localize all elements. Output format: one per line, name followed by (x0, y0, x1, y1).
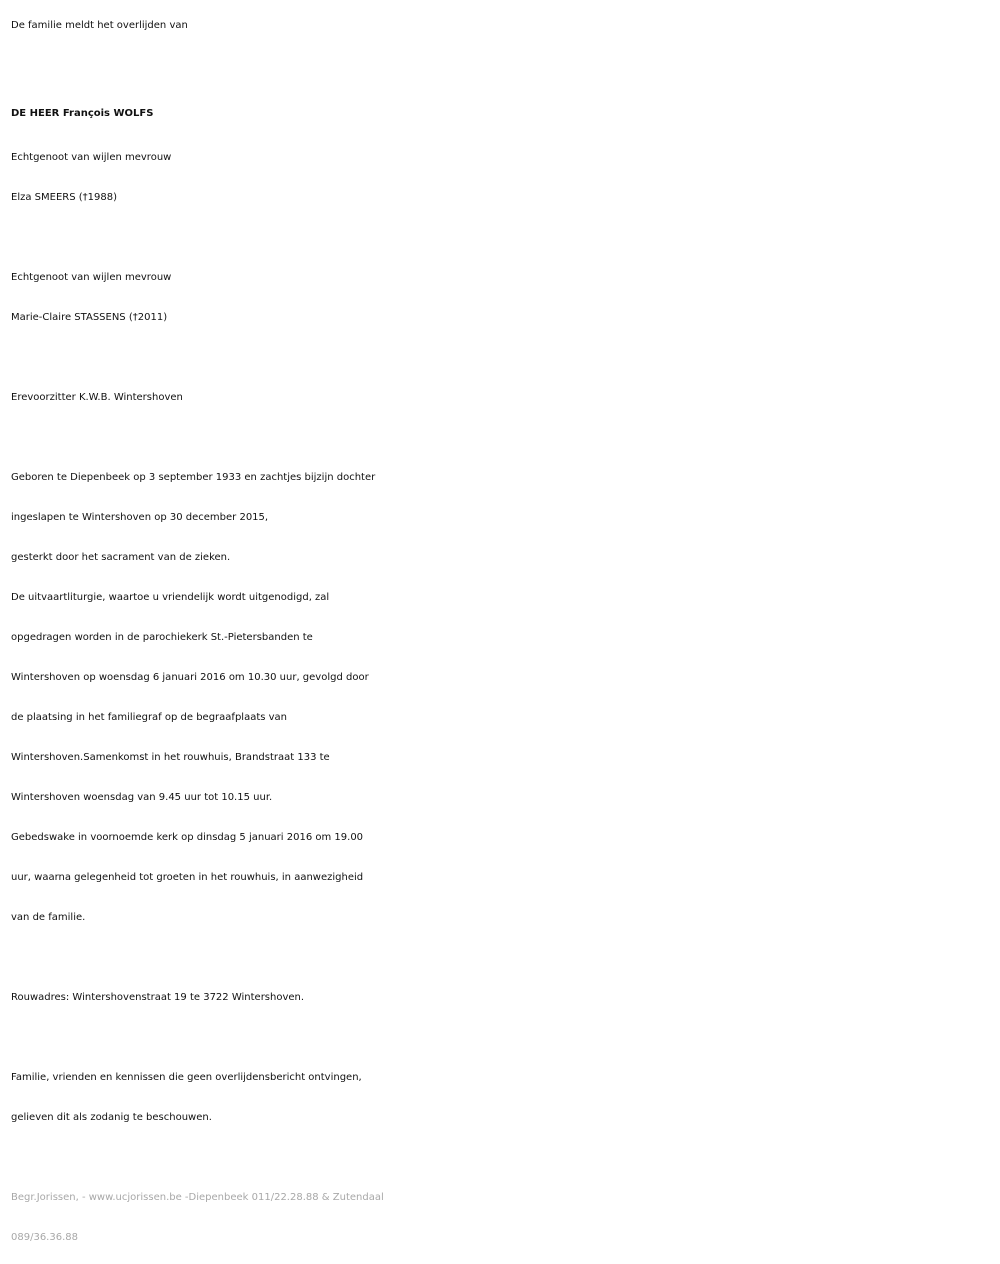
intro-text: De familie meldt het overlijden van (11, 20, 188, 31)
funeral-home-footer-line1: Begr.Jorissen, - www.ucjorissen.be -Diepenbeek 011/22.28.88 & Zutendaal (11, 1192, 384, 1203)
spacer (11, 218, 990, 258)
spouse1-line1: Echtgenoot van wijlen mevrouw (11, 152, 172, 163)
spacer (11, 338, 990, 378)
honorary-title: Erevoorzitter K.W.B. Wintershoven (11, 392, 183, 403)
closing-line: gelieven dit als zodanig te beschouwen. (11, 1112, 212, 1123)
closing-line: Familie, vrienden en kennissen die geen overlijdensbericht ontvingen, (11, 1072, 362, 1083)
spacer (11, 938, 990, 978)
body-line: gesterkt door het sacrament van de zieken. (11, 552, 231, 563)
body-line: Wintershoven.Samenkomst in het rouwhuis, Brandstraat 133 te (11, 752, 330, 763)
body-line: Geboren te Diepenbeek op 3 september 1933 en zachtjes bijzijn dochter (11, 472, 376, 483)
body-line: Gebedswake in voornoemde kerk op dinsdag 5 januari 2016 om 19.00 (11, 832, 364, 843)
spouse2-line1: Echtgenoot van wijlen mevrouw (11, 272, 172, 283)
body-line: De uitvaartliturgie, waartoe u vriendelijk wordt uitgenodigd, zal (11, 592, 330, 603)
spacer (11, 1018, 990, 1058)
mourning-address: Rouwadres: Wintershovenstraat 19 te 3722 Wintershoven. (11, 992, 305, 1003)
body-line: opgedragen worden in de parochiekerk St.-Pietersbanden te (11, 632, 313, 643)
spacer (11, 1138, 990, 1178)
body-line: ingeslapen te Wintershoven op 30 december 2015, (11, 512, 269, 523)
spouse1-line2: Elza SMEERS (†1988) (11, 192, 117, 203)
body-line: uur, waarna gelegenheid tot groeten in het rouwhuis, in aanwezigheid (11, 872, 364, 883)
funeral-home-footer-line2: 089/36.36.88 (11, 1232, 78, 1243)
body-line: Wintershoven op woensdag 6 januari 2016 om 10.30 uur, gevolgd door (11, 672, 369, 683)
body-line: van de familie. (11, 912, 86, 923)
spouse2-line2: Marie-Claire STASSENS (†2011) (11, 312, 168, 323)
body-line: Wintershoven woensdag van 9.45 uur tot 10.15 uur. (11, 792, 273, 803)
spacer (11, 418, 990, 458)
body-line: de plaatsing in het familiegraf op de begraafplaats van (11, 712, 288, 723)
deceased-name: DE HEER François WOLFS (11, 108, 154, 119)
spacer (11, 46, 990, 86)
